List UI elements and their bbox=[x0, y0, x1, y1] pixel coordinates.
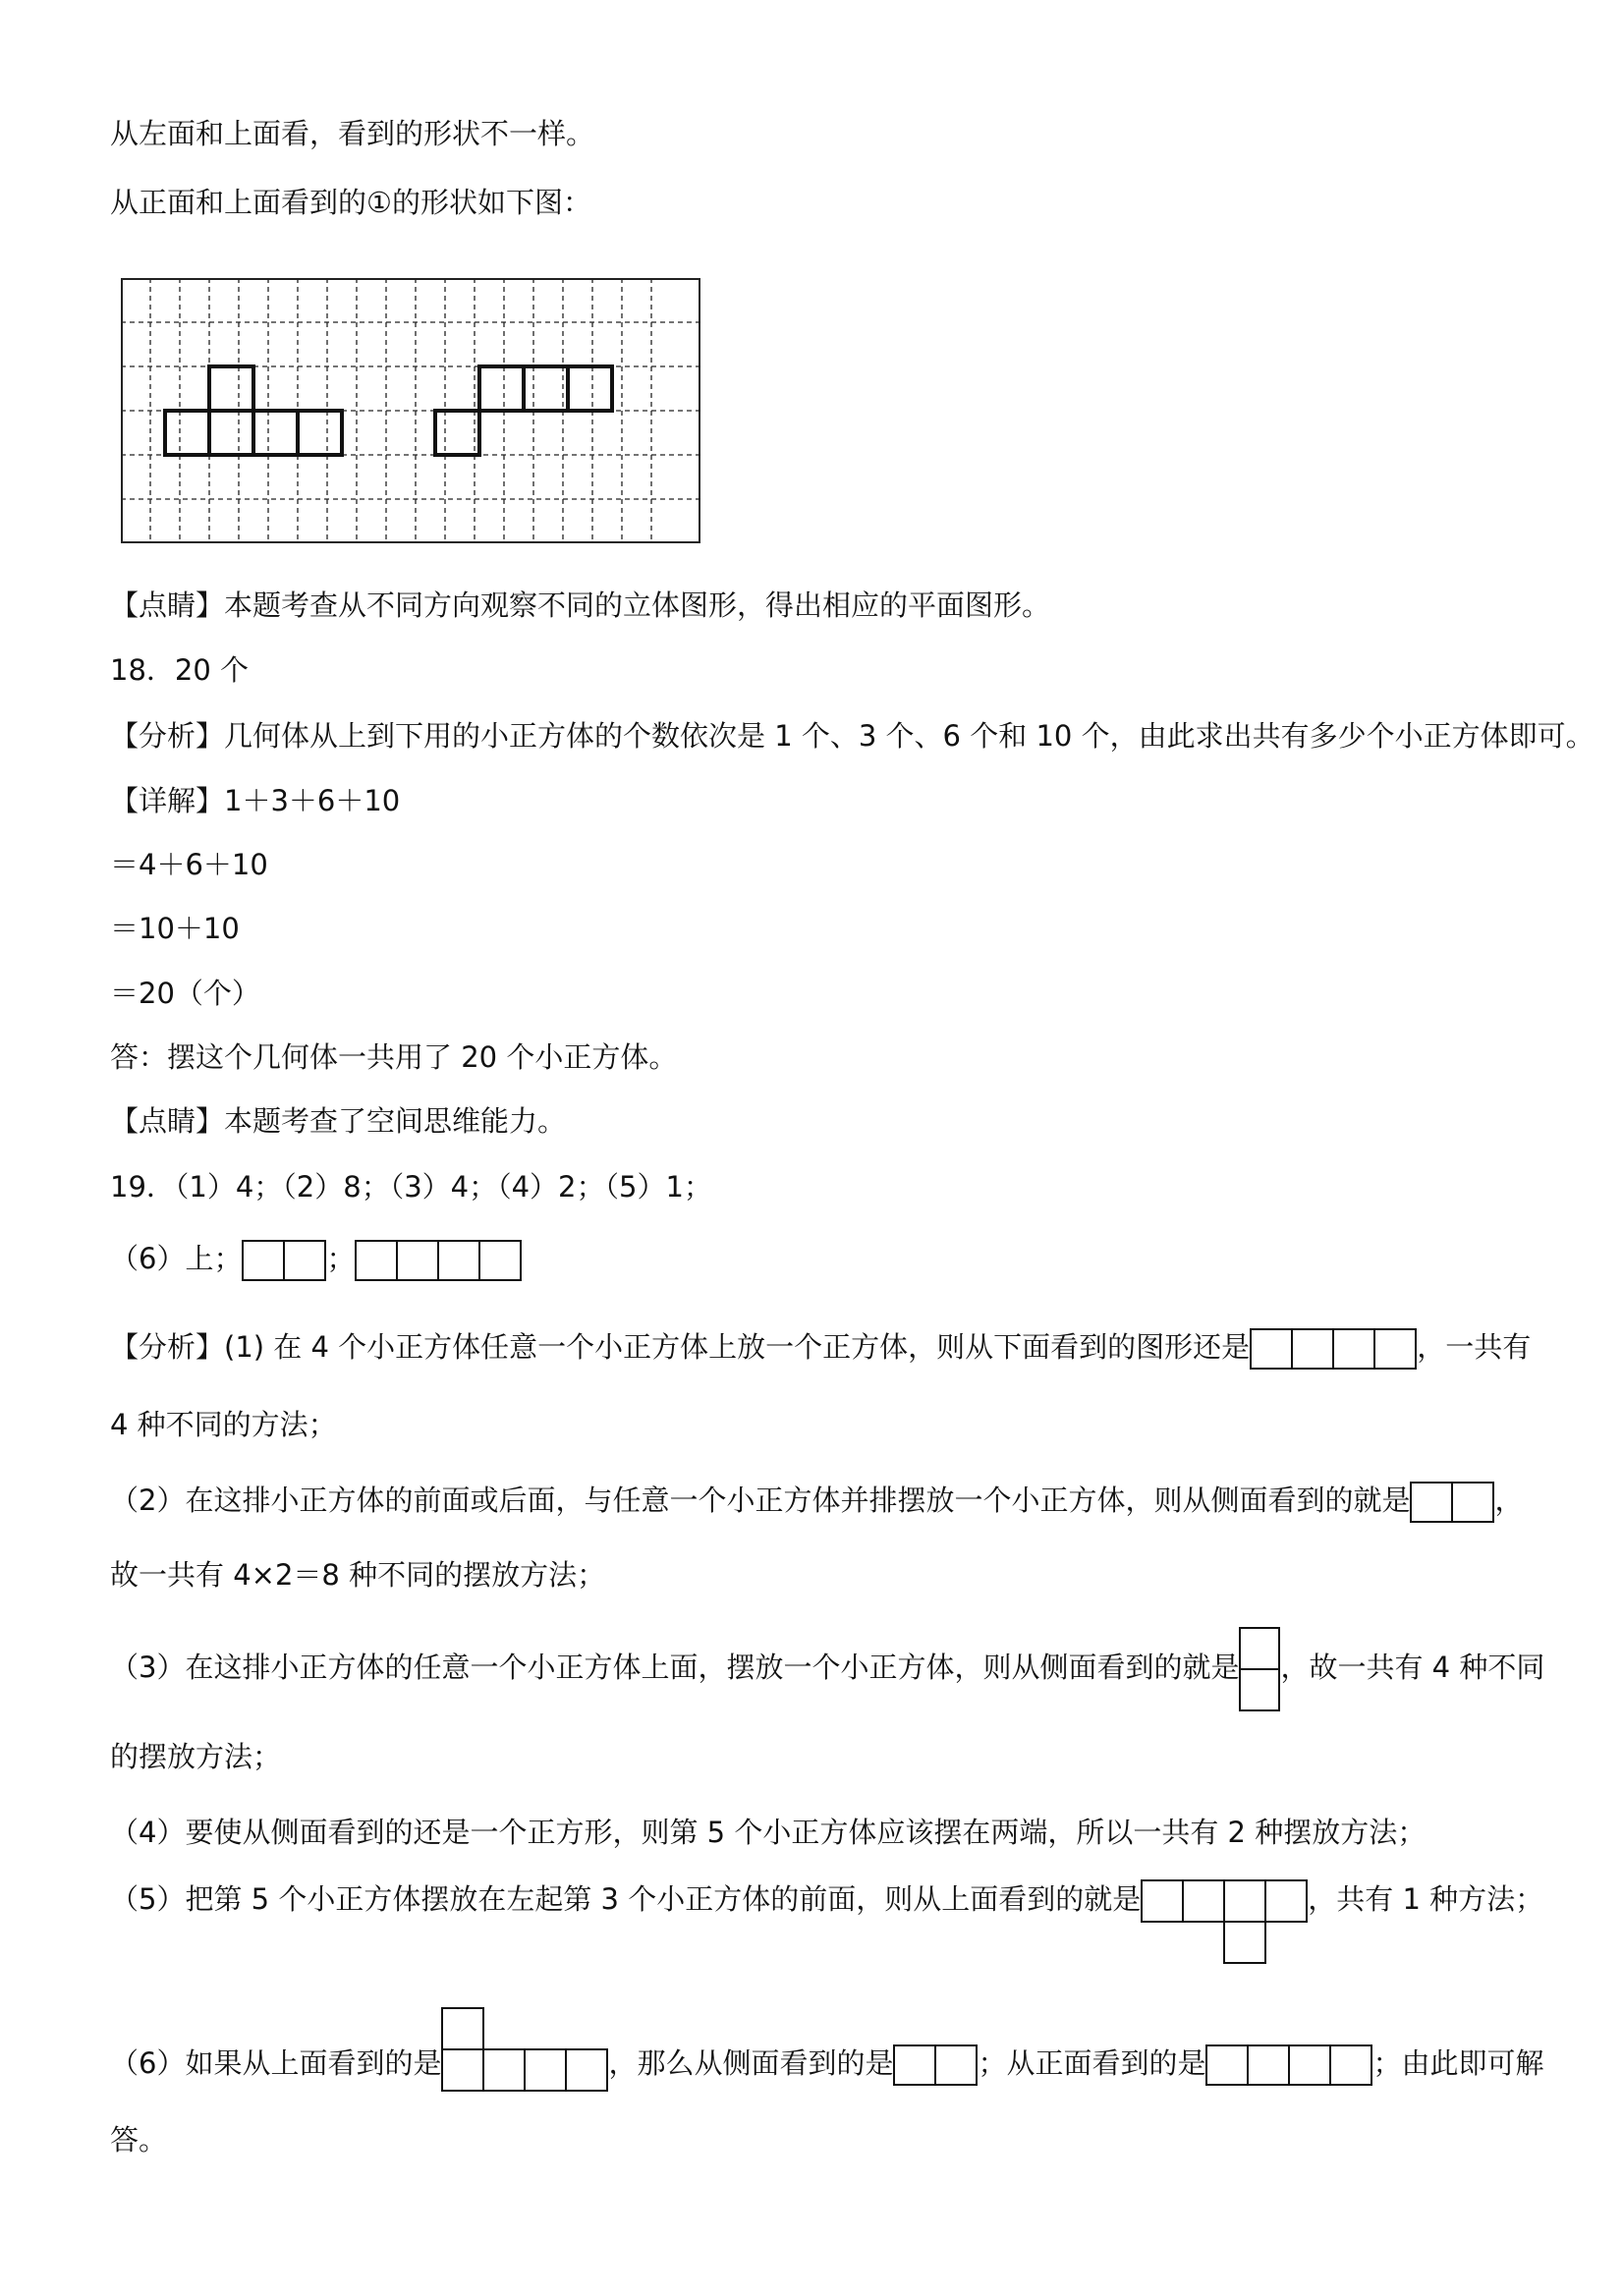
line-22-text-d: ；由此即可解 bbox=[1372, 2046, 1544, 2080]
four-square-icon bbox=[355, 1240, 522, 1281]
front-view-shape bbox=[165, 366, 342, 455]
l-shape-icon bbox=[441, 2007, 608, 2092]
line-16-text-b: ， bbox=[1494, 1484, 1524, 1517]
vertical-two-square-icon bbox=[1239, 1627, 1280, 1711]
line-22-text-c: ；从正面看到的是 bbox=[978, 2046, 1206, 2080]
line-17: 故一共有 4×2＝8 种不同的摆放方法； bbox=[110, 1558, 606, 1592]
grid-figure bbox=[121, 278, 700, 543]
line-6: 【详解】1＋3＋6＋10 bbox=[110, 784, 401, 817]
line-18-text-b: ，故一共有 4 种不同 bbox=[1280, 1651, 1545, 1684]
t-shape-icon bbox=[1141, 1879, 1308, 1964]
line-19: 的摆放方法； bbox=[110, 1740, 282, 1773]
line-21-text-b: ，共有 1 种方法； bbox=[1308, 1882, 1544, 1916]
line-22 bbox=[110, 2007, 1544, 2086]
two-square-icon bbox=[1410, 1482, 1494, 1523]
line-2: 从正面和上面看到的①的形状如下图： bbox=[110, 186, 591, 219]
line-11: 【点睛】本题考查了空间思维能力。 bbox=[110, 1104, 567, 1138]
line-22-text-b: ，那么从侧面看到的是 bbox=[608, 2046, 894, 2080]
line-14-text-b: ，一共有 bbox=[1417, 1330, 1532, 1364]
two-square-icon bbox=[893, 2044, 978, 2086]
line-13-text-b: ； bbox=[326, 1242, 356, 1275]
line-16 bbox=[110, 1482, 1523, 1523]
line-15: 4 种不同的方法； bbox=[110, 1408, 337, 1441]
line-13 bbox=[110, 1240, 522, 1281]
four-square-icon bbox=[1250, 1328, 1417, 1370]
line-12: 19．（1）4；（2）8；（3）4；（4）2；（5）1； bbox=[110, 1170, 712, 1204]
line-10: 答：摆这个几何体一共用了 20 个小正方体。 bbox=[110, 1040, 678, 1074]
four-square-icon bbox=[1205, 2044, 1372, 2086]
line-14 bbox=[110, 1328, 1531, 1370]
line-18-text-a: （3）在这排小正方体的任意一个小正方体上面，摆放一个小正方体，则从侧面看到的就是 bbox=[110, 1651, 1240, 1684]
two-square-icon bbox=[242, 1240, 326, 1281]
line-7: ＝4＋6＋10 bbox=[110, 848, 268, 881]
line-3: 【点睛】本题考查从不同方向观察不同的立体图形，得出相应的平面图形。 bbox=[110, 588, 1051, 622]
line-21 bbox=[110, 1881, 1543, 1964]
line-16-text-a: （2）在这排小正方体的前面或后面，与任意一个小正方体并排摆放一个小正方体，则从侧面看到的就是 bbox=[110, 1484, 1411, 1517]
line-5: 【分析】几何体从上到下用的小正方体的个数依次是 1 个、3 个、6 个和 10 个，由此求出共有多少个小正方体即可。 bbox=[110, 719, 1595, 753]
line-8: ＝10＋10 bbox=[110, 912, 240, 945]
line-22-text-a: （6）如果从上面看到的是 bbox=[110, 2046, 442, 2080]
top-view-shape bbox=[435, 366, 612, 455]
line-21-text-a: （5）把第 5 个小正方体摆放在左起第 3 个小正方体的前面，则从上面看到的就是 bbox=[110, 1882, 1142, 1916]
line-20: （4）要使从侧面看到的还是一个正方形，则第 5 个小正方体应该摆在两端，所以一共有 2 种摆放方法； bbox=[110, 1816, 1427, 1849]
line-23: 答。 bbox=[110, 2123, 168, 2156]
line-13-text-a: （6）上； bbox=[110, 1242, 243, 1275]
line-9: ＝20（个） bbox=[110, 977, 260, 1010]
line-1: 从左面和上面看，看到的形状不一样。 bbox=[110, 117, 595, 150]
line-4: 18．20 个 bbox=[110, 653, 250, 687]
line-18 bbox=[110, 1627, 1544, 1711]
line-14-text-a: 【分析】(1) 在 4 个小正方体任意一个小正方体上放一个正方体，则从下面看到的图形还是 bbox=[110, 1330, 1251, 1364]
